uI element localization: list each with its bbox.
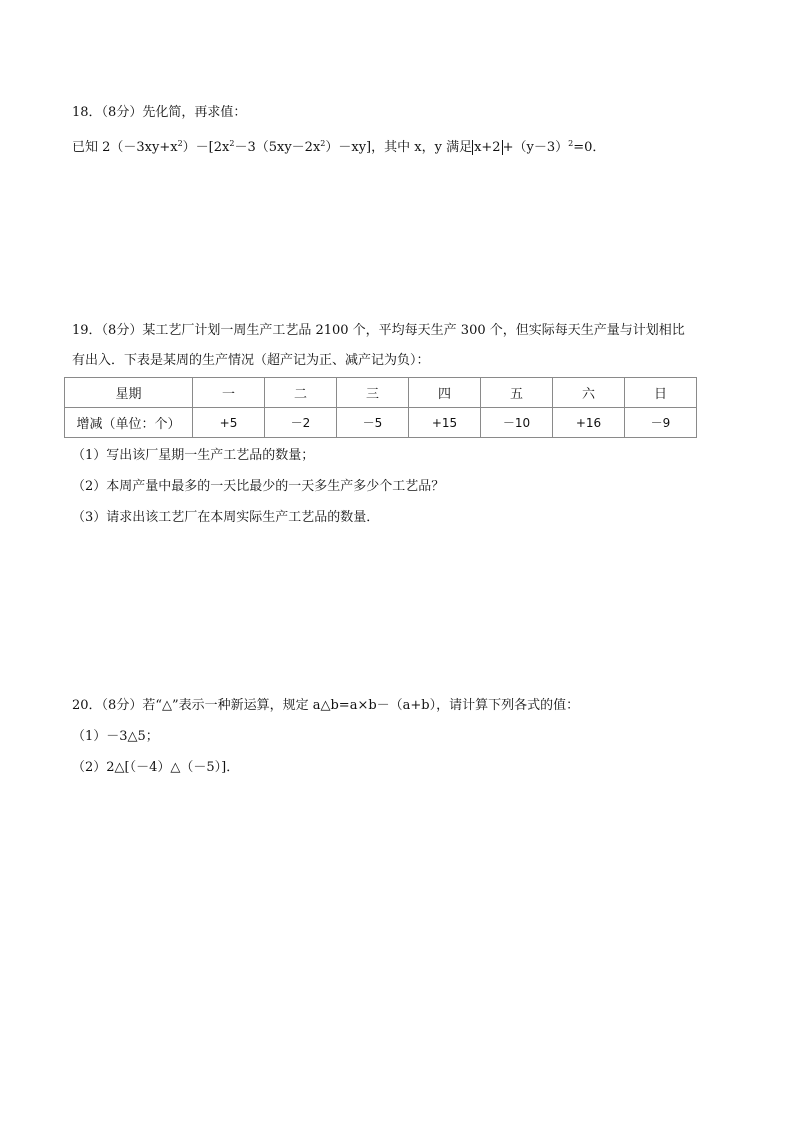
q20-part2: （2）2△[（－4）△（－5）]． bbox=[72, 760, 240, 775]
day-cell: 日 bbox=[625, 378, 697, 408]
q20-part1: （1）－3△5； bbox=[72, 729, 159, 744]
q18-expression: 已知 $2(-3xy+x^2)-[2x^2-3(5xy-2x^2)-xy]$，其中 x，y 满足 $x+2 +(y-3)^2=0$． bbox=[72, 139, 606, 155]
row-header-change: 增减（单位：个） bbox=[65, 408, 193, 438]
day-cell: 二 bbox=[265, 378, 337, 408]
q20-text: 20．（8分）若“△”表示一种新运算，规定 a△b=a×b－（a+b），请计算下列各式的值： bbox=[72, 698, 580, 713]
value-cell: +16 bbox=[553, 408, 625, 438]
q18-header: 18．（8分）先化简，再求值： bbox=[72, 105, 247, 120]
q19-text-line2: 有出入．下表是某周的生产情况（超产记为正、减产记为负）： bbox=[72, 353, 430, 368]
q19-part2: （2）本周产量中最多的一天比最少的一天多生产多少个工艺品？ bbox=[72, 479, 445, 494]
value-cell: －9 bbox=[625, 408, 697, 438]
q19-part1: （1）写出该厂星期一生产工艺品的数量； bbox=[72, 448, 315, 463]
value-cell: +5 bbox=[193, 408, 265, 438]
q19-part3: （3）请求出该工艺厂在本周实际生产工艺品的数量． bbox=[72, 510, 380, 525]
absolute-value: x+2 bbox=[474, 140, 501, 155]
value-cell: +15 bbox=[409, 408, 481, 438]
q19-text-line1: 19．（8分）某工艺厂计划一周生产工艺品 2100 个，平均每天生产 300 个，但实际每天生产量与计划相比 bbox=[72, 323, 685, 338]
production-table bbox=[64, 377, 697, 438]
value-cell: －5 bbox=[337, 408, 409, 438]
day-cell: 六 bbox=[553, 378, 625, 408]
table-row bbox=[65, 378, 697, 408]
value-cell: －10 bbox=[481, 408, 553, 438]
day-cell: 四 bbox=[409, 378, 481, 408]
table-row bbox=[65, 408, 697, 438]
day-cell: 三 bbox=[337, 378, 409, 408]
day-cell: 五 bbox=[481, 378, 553, 408]
day-cell: 一 bbox=[193, 378, 265, 408]
value-cell: －2 bbox=[265, 408, 337, 438]
row-header-day: 星期 bbox=[65, 378, 193, 408]
